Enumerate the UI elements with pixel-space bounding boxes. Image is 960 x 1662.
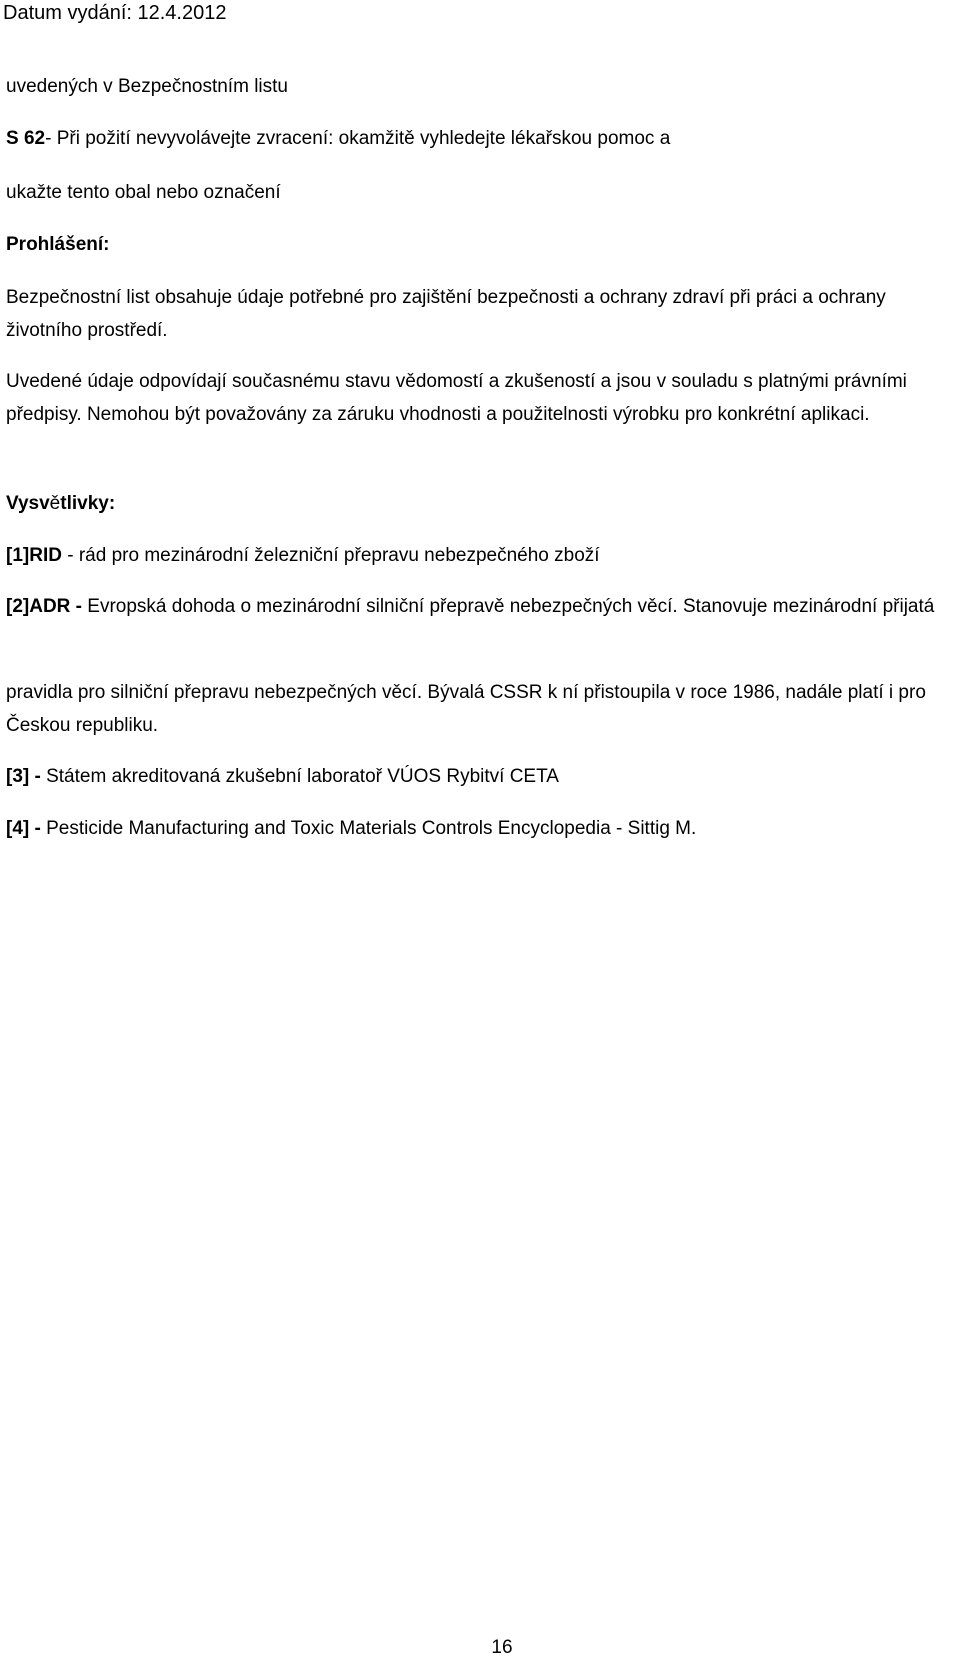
explanation-label: [3] - [6,766,41,787]
explanation-text: - rád pro mezinárodní železniční přepravu nebezpečného zboží [61,545,600,566]
s62-phrase [6,122,940,155]
explanation-text: pravidla pro silniční přepravu nebezpečných věcí. Bývalá CSSR k ní přistoupila v roce 1986, nadále platí i pro Českou republiku. [6,682,926,736]
page-number: 16 [491,1637,513,1658]
explanation-item-rid [6,539,940,572]
explanation-item-adr-continued [6,676,938,742]
continuation-line: uvedených v Bezpečnostním listu [6,76,288,97]
explanations-heading-part-a: Vysv [6,493,50,514]
declaration-heading: Prohlášení: [6,234,110,255]
explanation-text: Státem akreditovaná zkušební laboratoř VÚOS Rybitví CETA [40,766,559,787]
s62-text-line2: ukažte tento obal nebo označení [6,182,281,203]
explanations-heading [6,487,940,520]
explanations-heading-part-c: tlivky: [60,493,116,514]
explanations-heading-part-b: ě [49,493,61,514]
explanation-label: [2]ADR - [6,596,82,617]
explanation-label: [1]RID [6,545,62,566]
explanation-label: [4] - [6,818,41,839]
s62-code: S 62 [6,128,46,149]
explanation-item-4 [6,812,940,845]
explanation-text: Evropská dohoda o mezinárodní silniční přepravě nebezpečných věcí. Stanovuje mezinárodní přijatá [82,596,935,617]
issue-date: Datum vydání: 12.4.2012 [3,2,227,24]
explanation-item-adr [6,590,938,623]
explanation-text: Pesticide Manufacturing and Toxic Materials Controls Encyclopedia - Sittig M. [40,818,697,839]
explanation-item-3 [6,760,940,793]
declaration-paragraph-1: Bezpečnostní list obsahuje údaje potřebné pro zajištění bezpečnosti a ochrany zdraví při práci a ochrany životního prostředí. [6,287,886,341]
declaration-paragraph-2: Uvedené údaje odpovídají současnému stavu vědomostí a zkušeností a jsou v souladu s platnými právními předpisy. Nemohou být považovány za záruku vhodnosti a použitelnosti výrobku pro konkrétní aplikaci. [6,371,907,425]
s62-text-line1: - Při požití nevyvolávejte zvracení: okamžitě vyhledejte lékařskou pomoc a [45,128,671,149]
